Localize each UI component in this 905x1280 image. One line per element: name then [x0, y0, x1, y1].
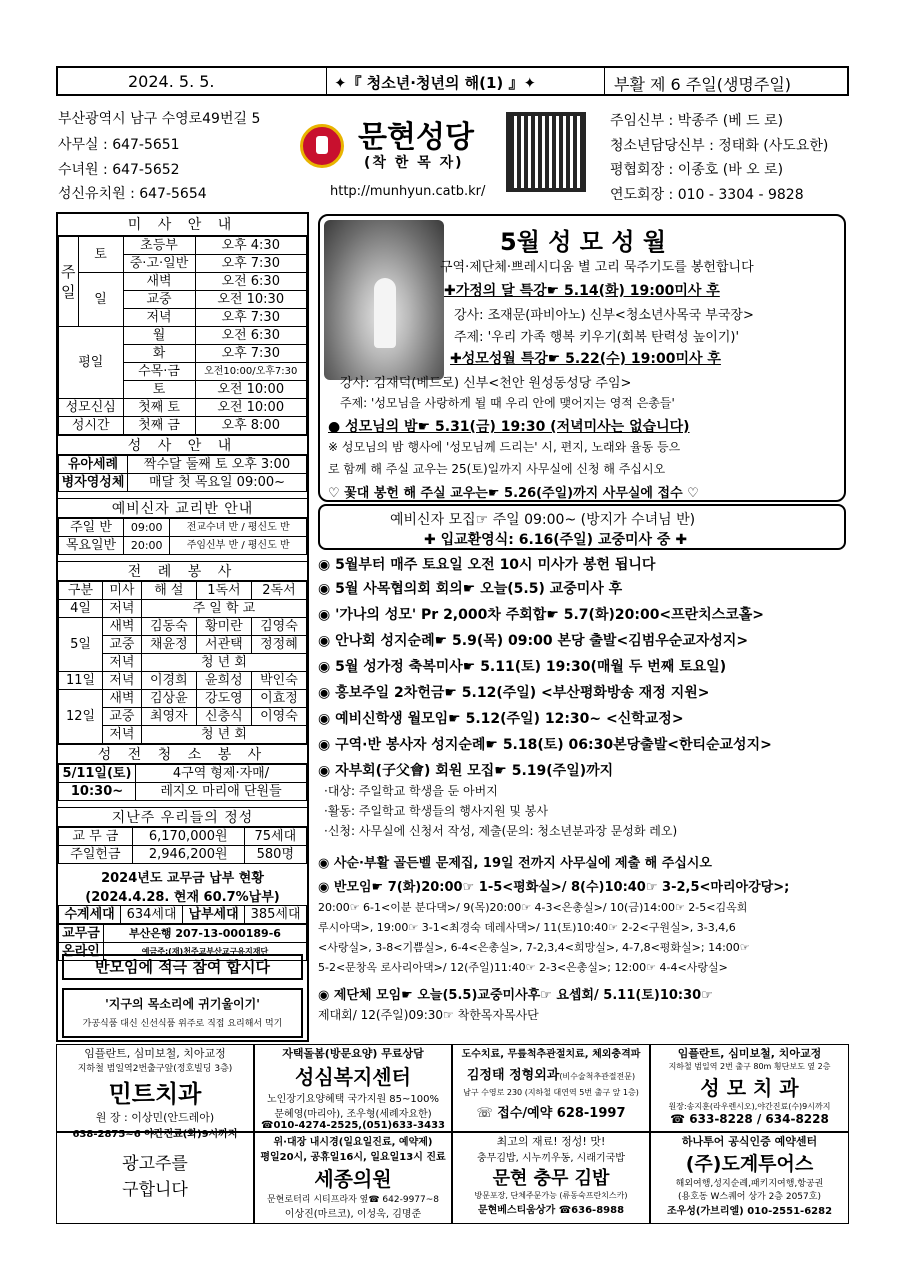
mass-time: 오후 7:30 [195, 345, 306, 363]
council-president: 평협회장 : 이종호 (바 오 로) [610, 162, 784, 178]
account-holder: 예금주:(재)천주교부산교구유지재단 [104, 943, 307, 961]
golden-bell-notice: ◉ 사순·부활 골든벨 문제집, 19일 전까지 사무실에 제출 해 주십시오 [318, 856, 712, 871]
catechumen-recruit-box [318, 504, 846, 550]
ad-top: 자택돌봄(방문요양) 무료상담 [282, 1047, 424, 1060]
reader-1: 황미란 [196, 618, 251, 636]
group: 청 년 회 [141, 654, 306, 672]
day: 12일 [59, 690, 103, 744]
flower-offering: ♡ 꽃대 봉헌 해 주실 교우는☛ 5.26(주일)까지 사무실에 접수 ♡ [328, 486, 699, 501]
mass: 새벽 [102, 690, 141, 708]
jabu-activity: ·활동: 주일학교 학생들의 행사지원 및 봉사 [324, 804, 548, 818]
reader-1: 서관택 [196, 636, 251, 654]
kinder-phone: 성신유치원 : 647-5654 [58, 186, 207, 202]
left-column [56, 212, 309, 1042]
ad-dr: 원 장 : 이상민(안드레아) [95, 1111, 215, 1124]
ad-top: 임플란트, 심미보철, 치아교정 [84, 1047, 226, 1060]
col-header: 해 설 [141, 582, 196, 600]
group: 청 년 회 [141, 726, 306, 744]
ad-name: 세종의원 [314, 1167, 392, 1191]
sick-text: 매달 첫 목요일 09:00~ [128, 474, 307, 492]
marian-lecturer: 강사: 김재덕(베드로) 신부<천안 원성동성당 주임> [340, 376, 632, 391]
catechumen-table [58, 518, 307, 555]
ad-tel: ☎ 633-8228 / 634-8228 [670, 1112, 829, 1126]
day: 5일 [59, 618, 103, 672]
reader-2: 이효정 [251, 690, 306, 708]
mary-statue-image [324, 220, 444, 380]
mass-group: 토 [123, 381, 195, 399]
ad-name: 성 모 치 과 [700, 1076, 799, 1100]
ad-seongmo-dental [650, 1044, 849, 1132]
sacred-time: 오후 8:00 [195, 417, 306, 435]
households: 634세대 [121, 906, 183, 924]
banmoim-line: ◉ 반모임☛ 7(화)20:00☞ 1-5<평화실>/ 8(수)10:40☞ 3-2,5<마리아강당>; [318, 880, 790, 895]
jabu-target: ·대상: 주일학교 학생을 둔 아버지 [324, 784, 498, 798]
commentator: 김상윤 [141, 690, 196, 708]
ad-name: 문현 충무 김밥 [492, 1168, 610, 1189]
earth-box [62, 988, 303, 1038]
ad-line: 충무김밥, 시누끼우동, 시래기국밥 [477, 1153, 625, 1164]
weekday-label: 평일 [59, 327, 124, 399]
mass-time: 오전 10:00 [195, 381, 306, 399]
ad-dogye-tours [650, 1132, 849, 1224]
group-meetings [318, 984, 713, 1023]
ad-name: 성심복지센터 [295, 1065, 411, 1089]
family-lecture: ✚가정의 달 특강☛ 5.14(화) 19:00미사 후 [444, 283, 720, 299]
mass: 교중 [102, 636, 141, 654]
bank-account: 부산은행 207-13-000189-6 [104, 925, 307, 943]
banmoim-line: 5-2<문창옥 로사리아댁>/ 12(주일)11:40☞ 2-3<은총실>; 12:00☞ 4-4<사랑실> [318, 961, 728, 974]
marian-night-note-1: ※ 성모님의 밤 행사에 '성모님께 드리는' 시, 편지, 노래와 율동 등으 [328, 440, 681, 454]
offering-amount: 2,946,200원 [132, 846, 244, 864]
reader-1: 신충식 [196, 708, 251, 726]
households-label: 수계세대 [59, 906, 121, 924]
reader-2: 김영숙 [251, 618, 306, 636]
tithe-status-sub: (2024.4.28. 현재 60.7%납부) [85, 890, 280, 905]
banmoim-line: 루시아댁>, 19:00☞ 3-1<최경숙 데레사댁>/ 11(토)10:40☞ 2-2<구원실>, 3-3,4,6 [318, 921, 736, 934]
notice-item: ◉ 홍보주일 2차헌금☛ 5.12(주일) <부산평화방송 재정 지원> [318, 685, 710, 701]
offering-amount: 6,170,000원 [132, 828, 244, 846]
ad-tel: 조우성(가브리엘) 010-2551-6282 [666, 1206, 833, 1217]
ad-sejong-clinic [254, 1132, 452, 1224]
catechumen-title: 예비신자 교리반 안내 [58, 498, 307, 518]
mass: 저녁 [102, 672, 141, 690]
paid: 385세대 [245, 906, 307, 924]
offering-table [58, 827, 307, 864]
parish-motto: (착 한 목 자) [364, 155, 464, 171]
qr-code [506, 112, 586, 192]
online-label: 교무금 [59, 925, 104, 943]
mass-time: 오전 6:30 [195, 273, 306, 291]
marian-night-note-2: 로 함께 해 주실 교우는 25(토)일까지 사무실에 신청 해 주십시오 [328, 462, 666, 476]
reader-1: 강도영 [196, 690, 251, 708]
alliance-president: 연도회장 : 010 - 3304 - 9828 [610, 187, 804, 203]
mass-group: 저녁 [123, 309, 195, 327]
sick-label: 병자영성체 [59, 474, 128, 492]
mass-title: 미 사 안 내 [58, 214, 307, 236]
mass: 새벽 [102, 618, 141, 636]
offering-label: 교 무 금 [59, 828, 133, 846]
ad-tel: 638-2875~6 야간진료(화)9시까지 [72, 1129, 238, 1140]
mass-time: 오후 4:30 [195, 237, 306, 255]
cleaning-group: 4구역 형제·자매/ [136, 765, 307, 783]
ad-line: 문현로터리 시티프라자 옆☎ 642-9977~8 [266, 1195, 440, 1205]
ad-top: 하나투어 공식인증 예약센터 [681, 1135, 818, 1148]
jabu-apply: ·신청: 사무실에 신청서 작성, 제출(문의: 청소년분과장 문성화 레오) [324, 824, 678, 838]
ad-seongsim [254, 1044, 452, 1132]
altar-title: 전 례 봉 사 [58, 561, 307, 581]
jabu-details [324, 782, 677, 842]
marian-night: ● 성모님의 밤☛ 5.31(금) 19:30 (저녁미사는 없습니다) [328, 419, 690, 435]
mass: 저녁 [102, 726, 141, 744]
parish-name: 문현성당 [358, 120, 474, 155]
ad-line: 문혜영(마리아), 조우형(세례자요한) [274, 1109, 432, 1120]
reader-2: 박인숙 [251, 672, 306, 690]
day: 11일 [59, 672, 103, 690]
infant-text: 짝수달 둘째 토 오후 3:00 [128, 456, 307, 474]
ad-chungmu-kimbap [452, 1132, 650, 1224]
mass: 교중 [102, 708, 141, 726]
mass-group: 월 [123, 327, 195, 345]
groups-line: 제대회/ 12(주일)09:30☞ 착한목자목사단 [318, 1008, 539, 1022]
cleaning-group: 레지오 마리애 단원들 [136, 783, 307, 801]
ad-line: 해외여행,성지순례,패키지여행,항공권 [675, 1179, 824, 1189]
ad-tel: 문현베스티움상가 ☎636-8988 [477, 1205, 625, 1216]
col-header: 1독서 [196, 582, 251, 600]
notice-item: ◉ 5월부터 매주 토요일 오전 10시 미사가 봉헌 됩니다 [318, 557, 656, 573]
ad-dr: 원장:송지훈(라우렌시오),야간진료(수)9시까지 [668, 1102, 831, 1111]
sacred-day: 첫째 금 [123, 417, 195, 435]
tithe-status-title: 2024년도 교무금 납부 현황 [101, 871, 264, 886]
ad-line: 평일20시, 공휴일16시, 일요일13시 진료 [260, 1152, 446, 1163]
sunday-label: 주일 [59, 237, 79, 327]
reader-2: 정정혜 [251, 636, 306, 654]
paid-label: 납부세대 [182, 906, 244, 924]
class-time: 09:00 [124, 519, 170, 537]
col-header: 미사 [102, 582, 141, 600]
sacred-label: 성시간 [59, 417, 124, 435]
marian-lecture: ✚성모성월 특강☛ 5.22(수) 19:00미사 후 [450, 351, 721, 367]
cleaning-time: 10:30~ [59, 783, 136, 801]
may-subtitle: 구역·제단체·쁘레시디움 별 고리 묵주기도를 봉헌합니다 [440, 260, 754, 275]
mass-group: 교중 [123, 291, 195, 309]
mass-group: 화 [123, 345, 195, 363]
offering-label: 주일헌금 [59, 846, 133, 864]
year-theme: ✦『 청소년·청년의 해(1) 』✦ [334, 74, 537, 92]
may-box [318, 214, 846, 502]
notice-item: ◉ 구역·반 봉사자 성지순례☛ 5.18(토) 06:30본당출발<한티순교성지> [318, 737, 772, 753]
mass-time: 오후 7:30 [195, 309, 306, 327]
ad-mint-dental [56, 1044, 254, 1140]
bulletin-date: 2024. 5. 5. [128, 72, 215, 91]
offering-count: 580명 [244, 846, 306, 864]
offering-title: 지난주 우리들의 정성 [58, 807, 307, 827]
class-time: 20:00 [124, 537, 170, 555]
marian-topic: 주제: '성모님을 사랑하게 될 때 우리 안에 맺어지는 영적 은총들' [340, 396, 675, 410]
parish-url[interactable]: http://munhyun.catb.kr/ [330, 184, 486, 199]
mass-group: 새벽 [123, 273, 195, 291]
parish-info [58, 104, 903, 204]
notice-item: ◉ 자부회(子父會) 회원 모집☛ 5.19(주일)까지 [318, 763, 614, 779]
ad-line: 위·대장 내시경(일요일진료, 예약제) [273, 1137, 433, 1148]
ad-vacancy [56, 1132, 254, 1224]
header-bar [56, 66, 849, 96]
mass: 저녁 [102, 654, 141, 672]
convent-phone: 수녀원 : 647-5652 [58, 162, 180, 178]
ad-line: 방문포장, 단체주문가능 (류동숙프란치스카) [474, 1191, 628, 1200]
cleaning-title: 성 전 청 소 봉 사 [58, 744, 307, 764]
may-title: 5월 성 모 성 월 [500, 228, 667, 256]
commentator: 이경희 [141, 672, 196, 690]
family-lecturer: 강사: 조재문(파비아노) 신부<청소년사목국 부국장> [454, 308, 754, 323]
groups-line: ◉ 제단체 모임☛ 오늘(5.5)교중미사후☞ 요셉회/ 5.11(토)10:30☞ [318, 988, 713, 1003]
cleaning-date: 5/11일(토) [59, 765, 136, 783]
ad-line: 이상진(마르코), 이성욱, 김명준 [284, 1209, 422, 1220]
notice-item: ◉ 5월 성가정 축복미사☛ 5.11(토) 19:30(매월 두 번째 토요일) [318, 659, 727, 675]
ad-name: 민트치과 [108, 1079, 202, 1108]
ad-sub: 지하철 범일역2번출구앞(정호빌딩 3층) [77, 1064, 233, 1074]
ad-vacancy-text: 광고주를 구합니다 [122, 1154, 188, 1200]
class-text: 주임신부 반 / 평신도 반 [170, 537, 307, 555]
ad-line: 노인장기요양혜택 국가지원 85~100% [267, 1094, 439, 1105]
sacrament-title: 성 사 안 내 [58, 435, 307, 455]
class-text: 전교수녀 반 / 평신도 반 [170, 519, 307, 537]
col-header: 구분 [59, 582, 103, 600]
ad-sub: 지하철 범일역 2번 출구 80m 횡단보도 옆 2층 [668, 1062, 831, 1071]
offering-count: 75세대 [244, 828, 306, 846]
parish-address: 부산광역시 남구 수영로49번길 5 [58, 111, 261, 127]
family-topic: 주제: '우리 가족 행복 키우기(회복 탄력성 높이기)' [454, 330, 740, 345]
earth-title: '지구의 목소리에 귀기울이기' [105, 997, 260, 1011]
heart-label: 성모신심 [59, 399, 124, 417]
banmoim-detail [318, 878, 789, 978]
class-label: 주일 반 [59, 519, 124, 537]
commentator: 김동숙 [141, 618, 196, 636]
reader-2: 이영숙 [251, 708, 306, 726]
ad-name: 김정태 정형외과 [466, 1068, 560, 1083]
mass-time: 오전 10:30 [195, 291, 306, 309]
ad-name-row [453, 1064, 649, 1083]
saturday-label: 토 [78, 237, 123, 273]
ad-tel: ☎010-4274-2525,(051)633-3433 [261, 1120, 445, 1131]
mass-group: 수목·금 [123, 363, 195, 381]
ad-orthopedic [452, 1044, 650, 1132]
mass-group: 중·고·일반 [123, 255, 195, 273]
banmoim-line: 20:00☞ 6-1<이분 분다댁>/ 9(목)20:00☞ 4-3<은총실>/ 10(금)14:00☞ 2-5<김옥희 [318, 901, 748, 914]
group: 주 일 학 교 [141, 600, 306, 618]
mass-time: 오후 7:30 [195, 255, 306, 273]
day-label: 일 [78, 273, 123, 327]
welcome-ceremony: ✚ 입교환영식: 6.16(주일) 교중미사 중 ✚ [424, 532, 688, 548]
pastor: 주임신부 : 박종주 (베 드 로) [610, 113, 784, 129]
commentator: 최영자 [141, 708, 196, 726]
cleaning-table [58, 764, 307, 801]
ad-name: (주)도계투어스 [685, 1153, 814, 1175]
altar-table [58, 581, 307, 744]
mass-time: 오전10:00/오후7:30 [195, 363, 306, 381]
ad-addr: 남구 수영로 230 (지하철 대연역 5번 출구 앞 1층) [463, 1088, 639, 1097]
ad-top: 임플란트, 심미보철, 치아교정 [677, 1047, 822, 1060]
mass-group: 초등부 [123, 237, 195, 255]
liturgical-sunday: 부활 제 6 주일(생명주일) [614, 75, 792, 94]
parish-logo [300, 124, 344, 168]
ad-top: 최고의 재료! 정성! 맛! [496, 1135, 606, 1148]
banmoim-banner: 반모임에 적극 참여 합시다 [62, 954, 303, 980]
ad-top: 도수치료, 무릎척추관절치료, 체외충격파 [461, 1049, 641, 1060]
commentator: 채윤정 [141, 636, 196, 654]
earth-text: 가공식품 대신 신선식품 위주로 직접 요리해서 먹기 [82, 1019, 283, 1029]
class-label: 목요일반 [59, 537, 124, 555]
notice-item: ◉ 안나회 성지순례☛ 5.9(목) 09:00 본당 출발<김범우순교자성지> [318, 633, 749, 649]
banmoim-line: <사랑실>, 3-8<기쁨실>, 6-4<은총실>, 7-2,3,4<희망실>, 4-7,8<평화실>; 14:00☞ [318, 941, 750, 954]
mass-time: 오전 6:30 [195, 327, 306, 345]
youth-priest: 청소년담당신부 : 정태화 (사도요한) [610, 138, 829, 154]
day: 4일 [59, 600, 103, 618]
heart-time: 오전 10:00 [195, 399, 306, 417]
recruit-line: 예비신자 모집☞ 주일 09:00~ (방지가 수녀님 반) [390, 512, 696, 528]
ad-tag: (비수술척추관절전문) [559, 1072, 636, 1081]
office-phone: 사무실 : 647-5651 [58, 137, 180, 153]
col-header: 2독서 [251, 582, 306, 600]
ad-line: (용호동 W스퀘어 상가 2층 2057호) [678, 1192, 821, 1202]
reader-1: 윤희성 [196, 672, 251, 690]
notice-item: ◉ 5월 사목협의회 회의☛ 오늘(5.5) 교중미사 후 [318, 581, 623, 597]
notice-item: ◉ '가나의 성모' Pr 2,000차 주회합☛ 5.7(화)20:00<프란치스코홀> [318, 607, 765, 623]
tithe-table [58, 905, 307, 924]
heart-day: 첫째 토 [123, 399, 195, 417]
mass: 저녁 [102, 600, 141, 618]
ad-tel: ☏ 접수/예약 628-1997 [476, 1106, 626, 1121]
mass-table [58, 236, 307, 435]
infant-label: 유아세례 [59, 456, 128, 474]
notice-item: ◉ 예비신학생 월모임☛ 5.12(주일) 12:30~ <신학교정> [318, 711, 684, 727]
online-label: 온라인 [59, 943, 104, 961]
sacrament-table [58, 455, 307, 492]
